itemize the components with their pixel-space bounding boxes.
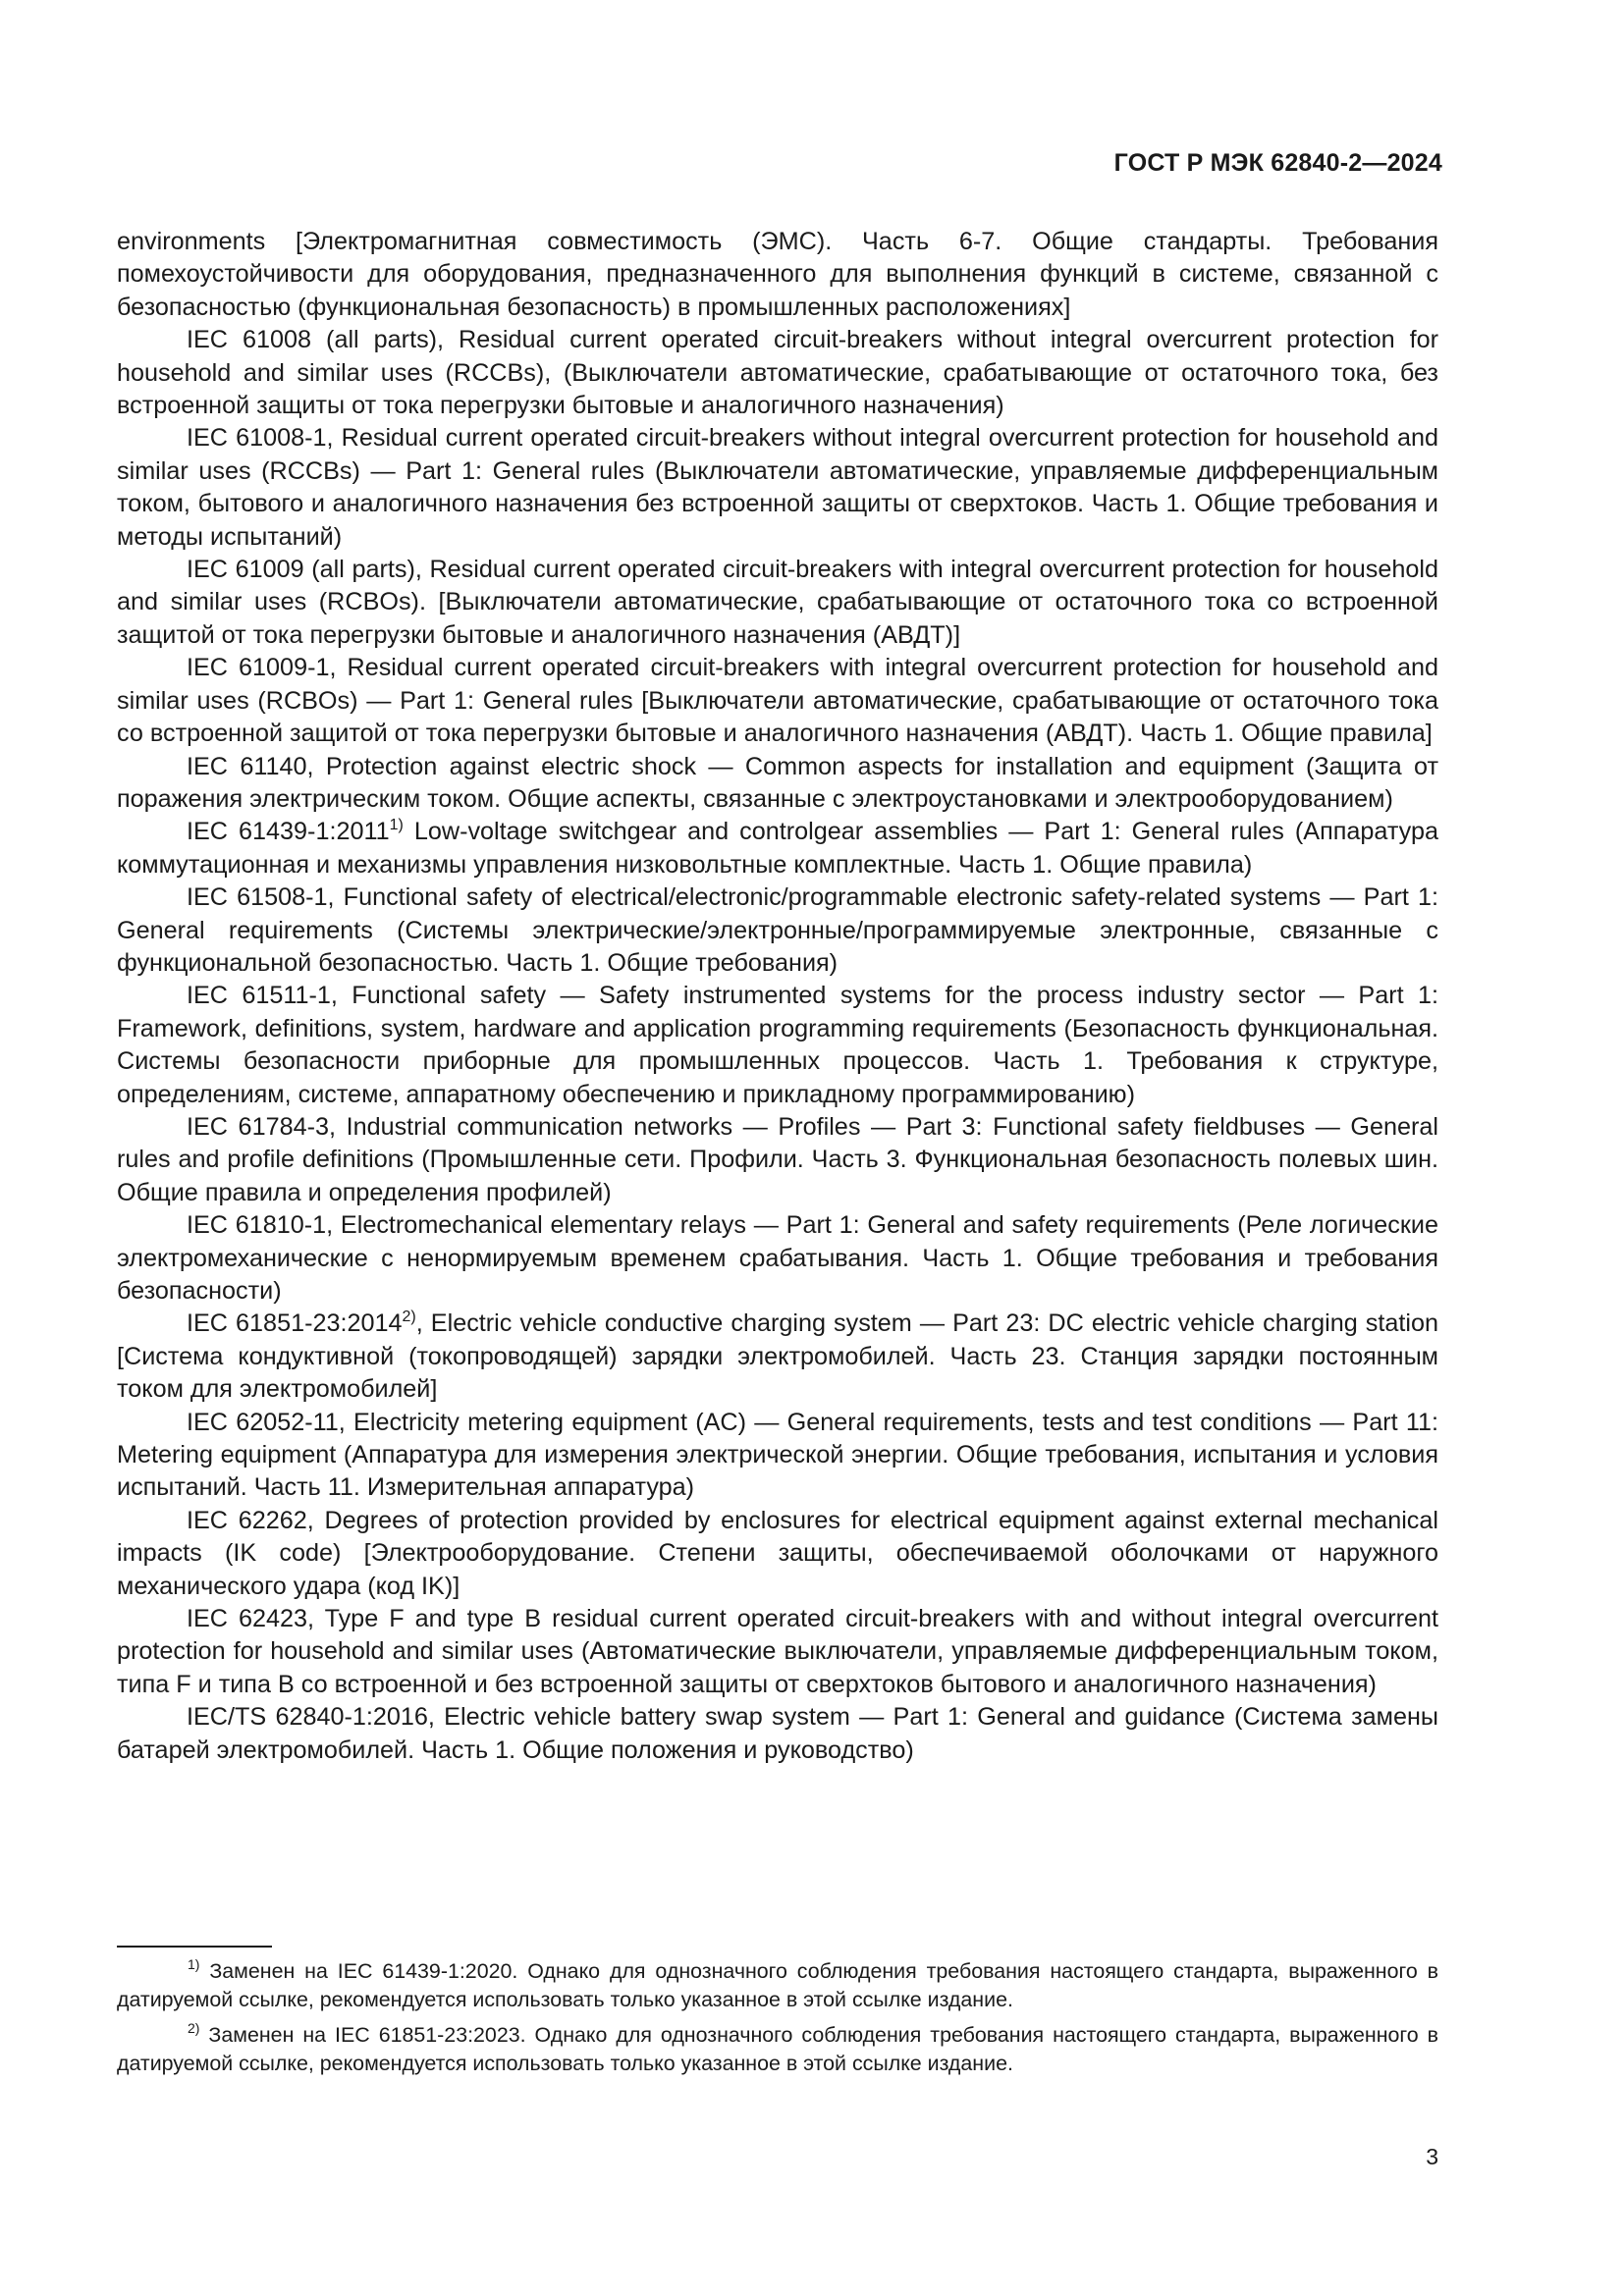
reference-text: Low-voltage switchgear and controlgear assemblies — Part 1: General rules (Аппаратура коммутационная и механизмы управления низковольтные комплектные. Часть 1. Общие правила) [117, 818, 1438, 879]
footnote [117, 2021, 1438, 2079]
reference-paragraph: IEC 61508-1, Functional safety of electrical/electronic/programmable electronic safety-related systems — Part 1: General requirements (Системы электрические/электронные/программируемые электронные, связанные с функциональной безопасностью. Часть 1. Общие требования) [117, 883, 1438, 977]
reference-paragraph: IEC 62262, Degrees of protection provided by enclosures for electrical equipment against external mechanical impacts (IK code) [Электрооборудование. Степени защиты, обеспечиваемой оболочками от наружного механического удара (код IK)] [117, 1506, 1438, 1600]
reference-paragraph [117, 1308, 1438, 1406]
footnote-mark: 2) [188, 2019, 200, 2036]
reference-paragraph: IEC 61009-1, Residual current operated circuit-breakers with integral overcurrent protection for household and similar uses (RCBOs) — Part 1: General rules [Выключатели автоматические, срабатывающие от остаточного тока со встроенной защитой от тока перегрузки бытовые и аналогичного назначения (АВДТ). Часть 1. Общие правила] [117, 654, 1438, 748]
reference-paragraph: IEC 62052-11, Electricity metering equipment (AC) — General requirements, tests and test conditions — Part 11: Metering equipment (Аппаратура для измерения электрической энергии. Общие требования, испытания и условия испытаний. Часть 11. Измерительная аппаратура) [117, 1408, 1438, 1502]
footnote-mark: 1) [188, 1956, 200, 1972]
reference-paragraph: IEC/TS 62840-1:2016, Electric vehicle battery swap system — Part 1: General and guidance (Система замены батарей электромобилей. Часть 1. Общие положения и руководство) [117, 1703, 1438, 1764]
references-list [117, 226, 1438, 1767]
footnote [117, 1957, 1438, 2015]
reference-paragraph: IEC 61784-3, Industrial communication networks — Profiles — Part 3: Functional safety fieldbuses — General rules and profile definitions (Промышленные сети. Профили. Часть 3. Функциональная безопасность полевых шин. Общие правила и определения профилей) [117, 1112, 1438, 1206]
document-header: ГОСТ Р МЭК 62840-2—2024 [1113, 149, 1442, 177]
footnote-reference[interactable]: 1) [389, 817, 404, 834]
reference-text: IEC 61439-1:2011 [187, 818, 390, 846]
reference-paragraph: IEC 61008-1, Residual current operated circuit-breakers without integral overcurrent protection for household and similar uses (RCCBs) — Part 1: General rules (Выключатели автоматические, управляемые дифференциальным током, бытового и аналогичного назначения без встроенной защиты от сверхтоков. Часть 1. Общие требования и методы испытаний) [117, 424, 1438, 551]
reference-paragraph: IEC 61009 (all parts), Residual current operated circuit-breakers with integral overcurrent protection for household and similar uses (RCBOs). [Выключатели автоматические, срабатывающие от остаточного тока со встроенной защитой от тока перегрузки бытовые и аналогичного назначения (АВДТ)] [117, 556, 1438, 649]
reference-paragraph: IEC 61008 (all parts), Residual current operated circuit-breakers without integral overcurrent protection for household and similar uses (RCCBs), (Выключатели автоматические, срабатывающие от остаточного тока, без встроенной защиты от тока перегрузки бытовые и аналогичного назначения) [117, 326, 1438, 420]
footnote-text: Заменен на IEC 61851-23:2023. Однако для однозначного соблюдения требования настоящего стандарта, выраженного в датируемой ссылке, рекомендуется использовать только указанное в этой ссылке издание. [117, 2022, 1438, 2076]
footnote-reference[interactable]: 2) [402, 1308, 416, 1326]
page-number: 3 [1426, 2144, 1438, 2169]
reference-text: , Electric vehicle conductive charging system — Part 23: DC electric vehicle charging station [Система кондуктивной (токопроводящей) зарядки электромобилей. Часть 23. Станция зарядки постоянным током для электромобилей] [117, 1309, 1438, 1404]
footnote-separator [117, 1946, 272, 1948]
reference-paragraph: IEC 61511-1, Functional safety — Safety instrumented systems for the process industry sector — Part 1: Framework, definitions, system, hardware and application programming requirements (Безопасность функциональная. Системы безопасности приборные для промышленных процессов. Часть 1. Требования к структуре, определениям, системе, аппаратному обеспечению и прикладному программированию) [117, 982, 1438, 1108]
reference-paragraph: environments [Электромагнитная совместимость (ЭМС). Часть 6-7. Общие стандарты. Требования помехоустойчивости для оборудования, предназначенного для выполнения функций в системе, связанной с безопасностью (функциональная безопасность) в промышленных расположениях] [117, 228, 1438, 321]
reference-text: IEC 61851-23:2014 [187, 1309, 403, 1338]
footnotes [117, 1957, 1438, 2085]
reference-paragraph: IEC 62423, Type F and type B residual current operated circuit-breakers with and without integral overcurrent protection for household and similar uses (Автоматические выключатели, управляемые дифференциальным током, типа F и типа B со встроенной и без встроенной защиты от сверхтоков бытового и аналогичного назначения) [117, 1605, 1438, 1698]
footnote-text: Заменен на IEC 61439-1:2020. Однако для однозначного соблюдения требования настоящего стандарта, выраженного в датируемой ссылке, рекомендуется использовать только указанное в этой ссылке издание. [117, 1959, 1438, 2012]
reference-paragraph: IEC 61140, Protection against electric shock — Common aspects for installation and equipment (Защита от поражения электрическим током. Общие аспекты, связанные с электроустановками и электрооборудованием) [117, 752, 1438, 813]
reference-paragraph: IEC 61810-1, Electromechanical elementary relays — Part 1: General and safety requirements (Реле логические электромеханические с ненормируемым временем срабатывания. Часть 1. Общие требования и требования безопасности) [117, 1211, 1438, 1305]
reference-paragraph [117, 816, 1438, 881]
